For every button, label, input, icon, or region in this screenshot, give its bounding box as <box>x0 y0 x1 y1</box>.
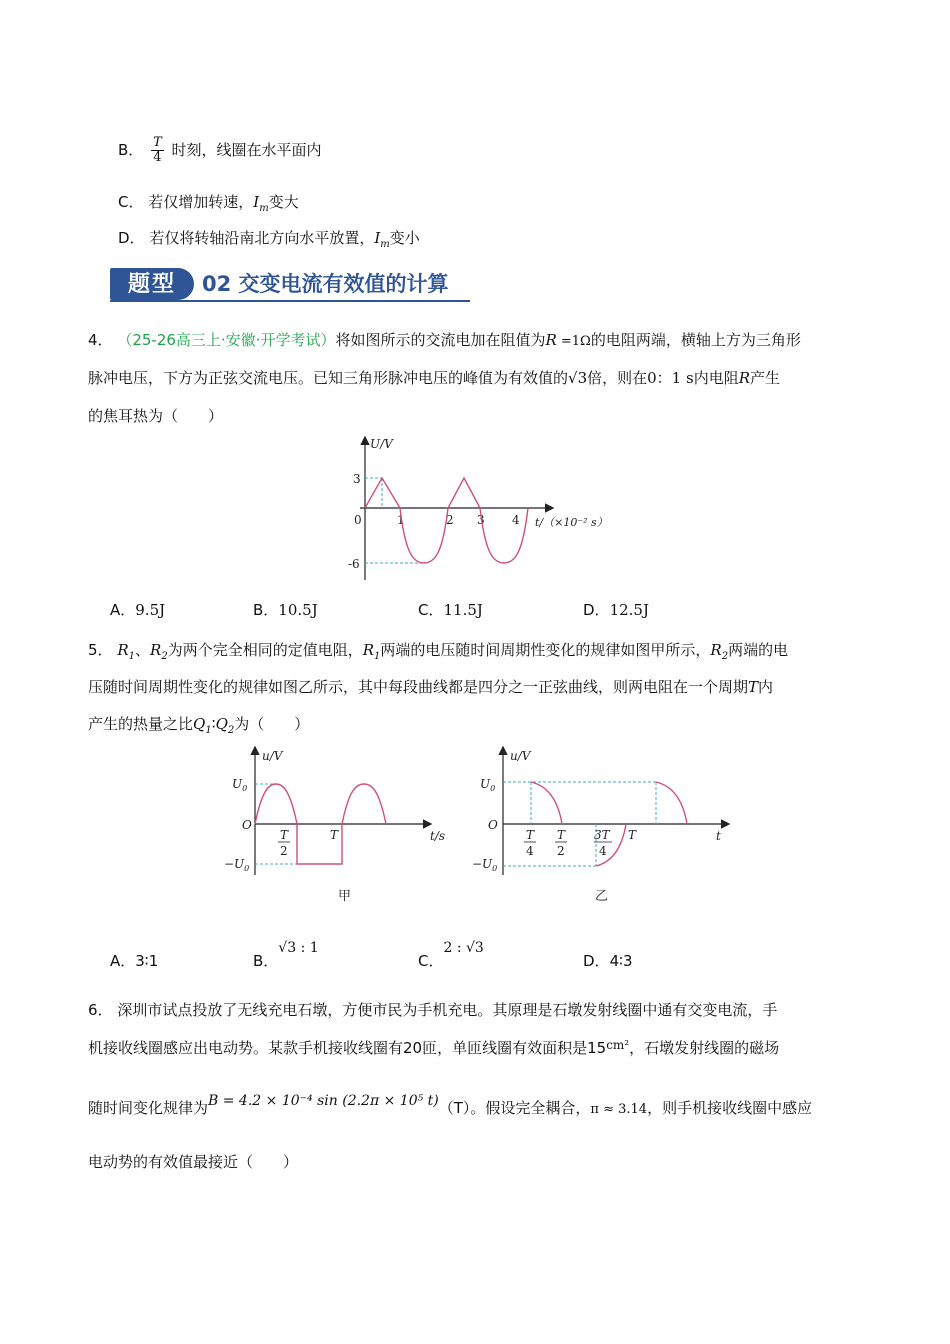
origin-label: O <box>488 818 498 832</box>
tick-t-half-den: 2 <box>280 844 288 858</box>
var-r: R <box>545 331 557 349</box>
neg-u0-label: $-U_0$ <box>224 857 250 873</box>
q5-option-d[interactable] <box>583 951 633 971</box>
x-tick-4: 4 <box>512 513 520 527</box>
option-label: A． <box>110 952 136 970</box>
sub-m: m <box>259 203 269 214</box>
tick-3t4-den: 4 <box>599 844 607 858</box>
origin-label: O <box>242 818 252 832</box>
question-number: 5． <box>88 641 113 659</box>
x-axis-label: t/（×10⁻² s） <box>535 516 608 529</box>
q5-option-c[interactable] <box>418 940 484 972</box>
option-value: 10.5J <box>278 601 318 619</box>
q4-line-3: 的焦耳热为（ ） <box>88 407 224 425</box>
question-number: 4． <box>88 331 113 349</box>
q4-option-c[interactable] <box>418 600 483 620</box>
q5-line-2: 压随时间周期性变化的规律如图乙所示，其中每段曲线都是四分之一正弦曲线，则两电阻在一个周期T内 <box>88 678 774 696</box>
section-banner <box>110 266 470 302</box>
x-axis-label: t <box>716 829 721 843</box>
option-label: B． <box>118 141 144 159</box>
option-label: D． <box>583 952 610 970</box>
q6-line-3: 随时间变化规律为B = 4.2 × 10⁻⁴ sin (2.2π × 10⁵ t)（T）。假设完全耦合，π ≈ 3.14，则手机接收线圈中感应 <box>88 1093 813 1117</box>
var-i: I <box>374 229 381 247</box>
q4-line-2: 脉冲电压，下方为正弦交流电压。已知三角形脉冲电压的峰值为有效值的√3倍，则在0：1 s内电阻R产生 <box>88 369 781 387</box>
origin-label: 0 <box>354 513 362 527</box>
option-text: 若仅将转轴沿南北方向水平放置， <box>149 229 375 247</box>
option-value: 3∶1 <box>135 952 159 970</box>
option-label: D． <box>118 229 145 247</box>
sub-m: m <box>380 239 390 250</box>
tick-t-half-num: T <box>280 828 289 842</box>
q6-line-4: 电动势的有效值最接近（ ） <box>88 1153 299 1171</box>
option-text-end: 变小 <box>389 229 420 247</box>
option-value: 12.5J <box>609 601 649 619</box>
time-range: 0：1 s <box>647 369 694 387</box>
y-axis-label: U/V <box>370 437 393 451</box>
sqrt-3: √3 <box>568 369 588 387</box>
option-text: 时刻，线圈在水平面内 <box>171 141 322 159</box>
q5-option-b[interactable] <box>253 940 319 972</box>
waveform <box>365 478 528 563</box>
fraction-t-over-4: $\frac{T}{4}$ <box>153 135 162 165</box>
q4-option-b[interactable] <box>253 600 318 620</box>
resistance-value: =1Ω <box>556 334 591 349</box>
x-tick-3: 3 <box>477 513 485 527</box>
waveform-seg-3 <box>656 782 687 824</box>
tick-t: T <box>628 828 637 842</box>
section-tag: 题型 <box>110 268 194 300</box>
option-label: A． <box>110 601 136 619</box>
q3-option-d[interactable] <box>118 228 420 255</box>
y-tick-3: 3 <box>353 472 361 486</box>
option-value: 2 : √3 <box>443 940 484 956</box>
option-label: D． <box>583 601 610 619</box>
y-axis-label: u/V <box>262 749 283 763</box>
section-title: 02 交变电流有效值的计算 <box>202 272 449 296</box>
x-tick-2: 2 <box>446 513 454 527</box>
y-axis-label: u/V <box>510 749 531 763</box>
q5-line-1: 5． $R_1$、$R_2$为两个完全相同的定值电阻，$R_1$两端的电压随时间周期性变化的规律如图甲所示，$R_2$两端的电 <box>88 641 789 662</box>
option-label: C． <box>418 952 444 970</box>
tick-t2-den: 2 <box>557 844 565 858</box>
option-value: 11.5J <box>443 601 483 619</box>
option-label: B． <box>253 601 279 619</box>
option-text-end: 变大 <box>268 193 299 211</box>
var-i: I <box>253 193 260 211</box>
tick-t4-den: 4 <box>526 844 534 858</box>
unit-cm2: cm² <box>606 1038 630 1052</box>
q5-option-a[interactable] <box>110 951 158 971</box>
section-underline <box>110 300 470 302</box>
q5-graph-yi <box>470 740 735 910</box>
option-value: 9.5J <box>135 601 166 619</box>
q6-line-1: 6． 深圳市试点投放了无线充电石墩，方便市民为手机充电。其原理是石墩发射线圈中通有交变电流，手 <box>88 1001 778 1019</box>
waveform-seg-1 <box>531 782 562 824</box>
question-number: 6． <box>88 1001 113 1019</box>
option-label: C． <box>418 601 444 619</box>
q3-option-b[interactable] <box>118 132 322 168</box>
tick-t: T <box>330 828 339 842</box>
question-source: （25-26高三上·安徽·开学考试） <box>117 331 336 349</box>
neg-u0-label: $-U_0$ <box>472 857 498 873</box>
u0-label: $U_0$ <box>232 777 248 793</box>
tick-t2-num: T <box>557 828 566 842</box>
option-label: C． <box>118 193 144 211</box>
q4-voltage-graph <box>340 430 610 585</box>
option-value: √3 : 1 <box>278 940 319 956</box>
option-label: B． <box>253 952 279 970</box>
q4-option-a[interactable] <box>110 600 165 620</box>
caption: 甲 <box>338 889 352 904</box>
u0-label: $U_0$ <box>480 777 496 793</box>
tick-3t4-num: 3T <box>594 828 610 842</box>
q4-option-d[interactable] <box>583 600 649 620</box>
x-axis-label: t/s <box>430 829 446 843</box>
option-value: 4∶3 <box>609 952 633 970</box>
q4-line-1: 4． （25-26高三上·安徽·开学考试）将如图所示的交流电加在阻值为R =1Ω的电阻两端，横轴上方为三角形 <box>88 331 801 349</box>
q5-graph-jia <box>222 740 457 910</box>
tick-t4-num: T <box>526 828 535 842</box>
magnetic-field-formula: B = 4.2 × 10⁻⁴ sin (2.2π × 10⁵ t) <box>208 1093 439 1109</box>
y-tick-neg6: -6 <box>348 557 360 571</box>
q5-line-3: 产生的热量之比$Q_1∶Q_2$为（ ） <box>88 715 310 736</box>
q6-line-2: 机接收线圈感应出电动势。某款手机接收线圈有20匝，单匝线圈有效面积是$15^{cm^2}$，石墩发射线圈的磁场 <box>88 1038 780 1057</box>
q3-option-c[interactable] <box>118 192 299 219</box>
x-tick-1: 1 <box>397 513 405 527</box>
pi-approx: π ≈ 3.14 <box>590 1102 648 1117</box>
option-text: 若仅增加转速， <box>148 193 254 211</box>
caption: 乙 <box>595 889 609 904</box>
var-r: R <box>738 369 751 387</box>
